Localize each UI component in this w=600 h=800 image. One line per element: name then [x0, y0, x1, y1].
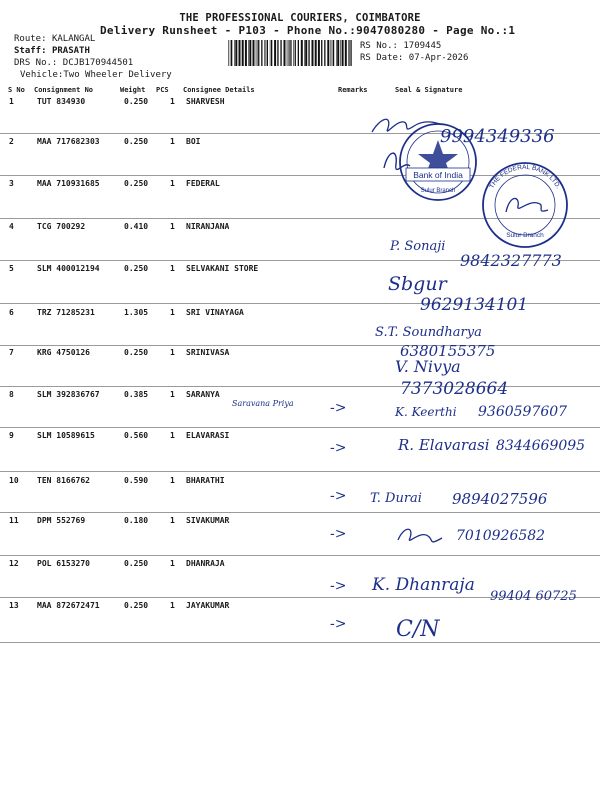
boi-stamp-name: Bank of India — [413, 170, 463, 180]
row-weight: 0.560 — [124, 431, 149, 440]
handwritten-arrow: -> — [330, 440, 347, 456]
rs-no-value: 1709445 — [403, 41, 442, 51]
drs-value: DCJB170944501 — [62, 58, 134, 68]
vehicle-label: Vehicle: — [20, 70, 64, 80]
handwritten-phone: 9629134101 — [420, 295, 529, 315]
handwritten-name: K. Dhanraja — [372, 575, 475, 595]
row-pcs: 1 — [170, 97, 175, 106]
row-consignment-no: TCG 700292 — [37, 222, 86, 231]
row-pcs: 1 — [170, 179, 175, 188]
handwritten-phone: 7373028664 — [400, 379, 509, 399]
handwritten-phone: 99404 60725 — [490, 589, 577, 604]
handwritten-name: V. Nivya — [395, 357, 461, 376]
row-consignment-no: TUT 834930 — [37, 97, 86, 106]
row-consignee: SIVAKUMAR — [186, 516, 230, 525]
row-weight: 0.250 — [124, 559, 149, 568]
handwritten-phone: 7010926582 — [456, 528, 546, 544]
row-weight: 0.250 — [124, 179, 149, 188]
row-sno: 1 — [9, 97, 14, 106]
signature-scribble — [384, 153, 410, 169]
rs-date-value: 07-Apr-2026 — [408, 53, 469, 63]
row-weight: 0.250 — [124, 264, 149, 273]
row-pcs: 1 — [170, 222, 175, 231]
row-consignee: JAYAKUMAR — [186, 601, 230, 610]
col-sno: S No — [8, 86, 25, 94]
row-consignee: SHARVESH — [186, 97, 225, 106]
row-sno: 9 — [9, 431, 14, 440]
row-consignment-no: MAA 872672471 — [37, 601, 100, 610]
handwritten-phone: 8344669095 — [496, 438, 586, 454]
row-pcs: 1 — [170, 601, 175, 610]
row-consignment-no: TEN 8166762 — [37, 476, 90, 485]
runsheet-title: Delivery Runsheet - P103 - Phone No.:9047080280 - Page No.:1 — [100, 24, 516, 37]
row-pcs: 1 — [170, 431, 175, 440]
row-sno: 5 — [9, 264, 14, 273]
row-consignment-no: TRZ 71285231 — [37, 308, 95, 317]
row-consignment-no: MAA 717682303 — [37, 137, 100, 146]
handwritten-note: Saravana Priya — [232, 399, 294, 408]
handwritten-mark: C/N — [396, 617, 440, 642]
row-weight: 1.305 — [124, 308, 149, 317]
handwritten-arrow: -> — [330, 526, 347, 542]
handwritten-arrow: -> — [330, 616, 347, 632]
signature-scribble — [398, 529, 442, 542]
row-pcs: 1 — [170, 264, 175, 273]
handwritten-name: P. Sonaji — [390, 239, 446, 254]
row-pcs: 1 — [170, 516, 175, 525]
row-consignee: BHARATHI — [186, 476, 225, 485]
row-sno: 12 — [9, 559, 19, 568]
row-consignee: BOI — [186, 137, 201, 146]
col-pcs: PCS — [156, 86, 169, 94]
row-consignee: SARANYA — [186, 390, 220, 399]
row-consignment-no: MAA 710931685 — [37, 179, 100, 188]
row-consignee: SRI VINAYAGA — [186, 308, 244, 317]
svg-text:THE FEDERAL BANK LTD. — [488, 164, 561, 190]
row-sno: 6 — [9, 308, 14, 317]
handwritten-phone: 6380155375 — [400, 342, 496, 360]
row-weight: 0.385 — [124, 390, 149, 399]
federal-stamp-name: THE FEDERAL BANK LTD. — [488, 163, 562, 190]
row-pcs: 1 — [170, 348, 175, 357]
row-consignee: NIRANJANA — [186, 222, 230, 231]
row-consignment-no: POL 6153270 — [37, 559, 90, 568]
row-consignment-no: SLM 400012194 — [37, 264, 100, 273]
route-label: Route: — [14, 34, 47, 44]
handwritten-phone: 9360597607 — [478, 404, 568, 420]
row-weight: 0.410 — [124, 222, 149, 231]
row-weight: 0.250 — [124, 601, 149, 610]
row-pcs: 1 — [170, 137, 175, 146]
bank-of-india-stamp — [400, 124, 476, 200]
handwritten-name: S.T. Soundharya — [375, 325, 482, 340]
handwritten-name: K. Keerthi — [395, 405, 457, 419]
row-pcs: 1 — [170, 390, 175, 399]
col-consignment: Consignment No — [34, 86, 94, 94]
row-weight: 0.590 — [124, 476, 149, 485]
row-consignee: ELAVARASI — [186, 431, 230, 440]
row-consignment-no: SLM 392836767 — [37, 390, 100, 399]
row-weight: 0.250 — [124, 97, 149, 106]
row-sno: 10 — [9, 476, 19, 485]
route-value: KALANGAL — [51, 34, 96, 44]
row-sno: 11 — [9, 516, 19, 525]
row-sno: 3 — [9, 179, 14, 188]
handwritten-phone: 9994349336 — [440, 126, 555, 147]
boi-stamp-branch: Sulur Branch — [420, 188, 456, 194]
handwritten-arrow: -> — [330, 488, 347, 504]
row-consignee: DHANRAJA — [186, 559, 225, 568]
row-sno: 8 — [9, 390, 14, 399]
row-sno: 4 — [9, 222, 14, 231]
row-consignee: SRINIVASA — [186, 348, 230, 357]
row-pcs: 1 — [170, 559, 175, 568]
row-sno: 2 — [9, 137, 14, 146]
row-consignment-no: DPM 552769 — [37, 516, 86, 525]
handwritten-name: Sbgur — [388, 273, 447, 295]
staff-label: Staff: — [14, 46, 47, 56]
row-pcs: 1 — [170, 476, 175, 485]
row-consignee: FEDERAL — [186, 179, 220, 188]
col-remarks: Remarks — [338, 86, 368, 94]
federal-bank-stamp — [483, 163, 567, 247]
handwritten-phone: 9842327773 — [460, 251, 562, 270]
rs-no-label: RS No.: — [360, 41, 398, 51]
row-weight: 0.250 — [124, 348, 149, 357]
handwritten-phone: 9894027596 — [452, 490, 548, 508]
drs-label: DRS No.: — [14, 58, 58, 68]
handwritten-arrow: -> — [330, 400, 347, 416]
col-consignee: Consignee Details — [183, 86, 255, 94]
company-title: THE PROFESSIONAL COURIERS, COIMBATORE — [179, 12, 421, 24]
federal-stamp-branch: Sulur Branch — [506, 232, 544, 239]
vehicle-value: Two Wheeler Delivery — [63, 70, 172, 80]
rs-date-label: RS Date: — [360, 53, 404, 63]
handwritten-arrow: -> — [330, 578, 347, 594]
row-consignment-no: SLM 10589615 — [37, 431, 95, 440]
handwritten-name: T. Durai — [370, 491, 422, 506]
col-weight: Weight — [120, 86, 146, 94]
row-weight: 0.180 — [124, 516, 149, 525]
staff-value: PRASATH — [51, 46, 90, 56]
row-weight: 0.250 — [124, 137, 149, 146]
col-seal: Seal & Signature — [395, 86, 463, 94]
handwritten-name: R. Elavarasi — [398, 436, 490, 454]
row-sno: 7 — [9, 348, 14, 357]
row-consignee: SELVAKANI STORE — [186, 264, 259, 273]
row-consignment-no: KRG 4750126 — [37, 348, 90, 357]
row-pcs: 1 — [170, 308, 175, 317]
row-sno: 13 — [9, 601, 19, 610]
